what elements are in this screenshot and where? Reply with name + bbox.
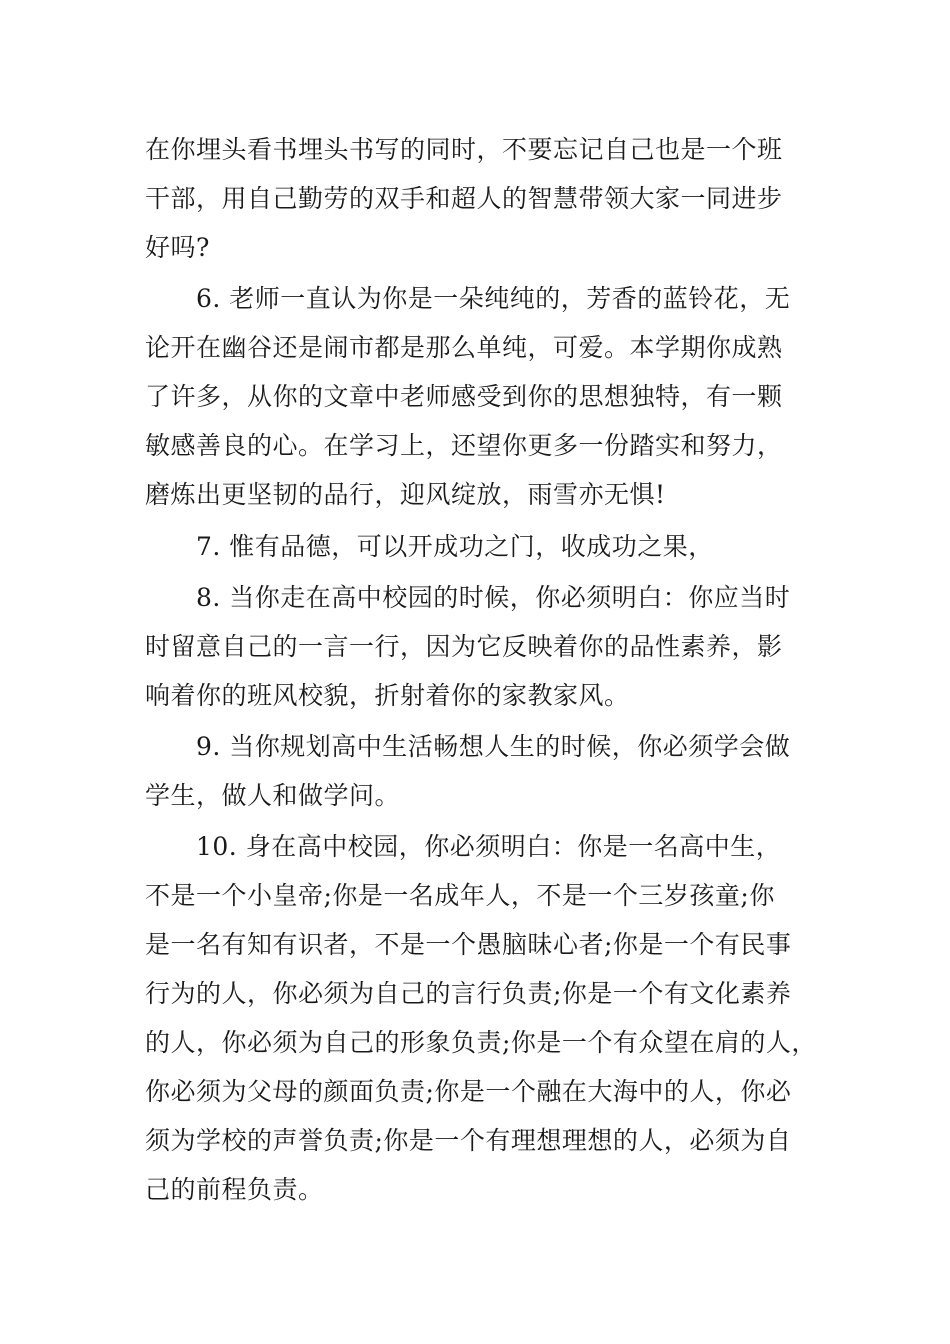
text-line: 在你埋头看书埋头书写的同时，不要忘记自己也是一个班 xyxy=(145,135,783,164)
list-item-8: 8. 当你走在高中校园的时候，你必须明白：你应当时 xyxy=(196,583,791,612)
text-line: 的人，你必须为自己的形象负责;你是一个有众望在肩的人， xyxy=(145,1028,817,1057)
text-line: 须为学校的声誉负责;你是一个有理想理想的人，必须为自 xyxy=(145,1126,792,1155)
text-line: 论开在幽谷还是闹市都是那么单纯，可爱。本学期你成熟 xyxy=(145,333,783,362)
list-item-10: 10. 身在高中校园，你必须明白：你是一名高中生， xyxy=(196,832,782,861)
text-line: 了许多，从你的文章中老师感受到你的思想独特，有一颗 xyxy=(145,382,783,411)
text-line: 不是一个小皇帝;你是一名成年人，不是一个三岁孩童;你 xyxy=(145,881,775,910)
list-item-9: 9. 当你规划高中生活畅想人生的时候，你必须学会做 xyxy=(196,732,791,761)
text-line: 是一名有知有识者，不是一个愚脑昧心者;你是一个有民事 xyxy=(145,930,792,959)
text-line: 你必须为父母的颜面负责;你是一个融在大海中的人，你必 xyxy=(145,1077,792,1106)
text-line: 己的前程负责。 xyxy=(145,1175,324,1204)
text-line: 行为的人，你必须为自己的言行负责;你是一个有文化素养 xyxy=(145,979,792,1008)
text-line: 敏感善良的心。在学习上，还望你更多一份踏实和努力， xyxy=(145,431,783,460)
text-line: 响着你的班风校貌，折射着你的家教家风。 xyxy=(145,681,630,710)
text-line: 磨炼出更坚韧的品行，迎风绽放，雨雪亦无惧! xyxy=(145,480,666,509)
list-item-6: 6. 老师一直认为你是一朵纯纯的，芳香的蓝铃花，无 xyxy=(196,284,791,313)
text-line: 学生，做人和做学问。 xyxy=(145,781,401,810)
text-line: 好吗? xyxy=(145,233,210,262)
text-line: 时留意自己的一言一行，因为它反映着你的品性素养，影 xyxy=(145,632,783,661)
list-item-7: 7. 惟有品德，可以开成功之门，收成功之果， xyxy=(196,532,714,561)
text-line: 干部，用自己勤劳的双手和超人的智慧带领大家一同进步 xyxy=(145,184,783,213)
